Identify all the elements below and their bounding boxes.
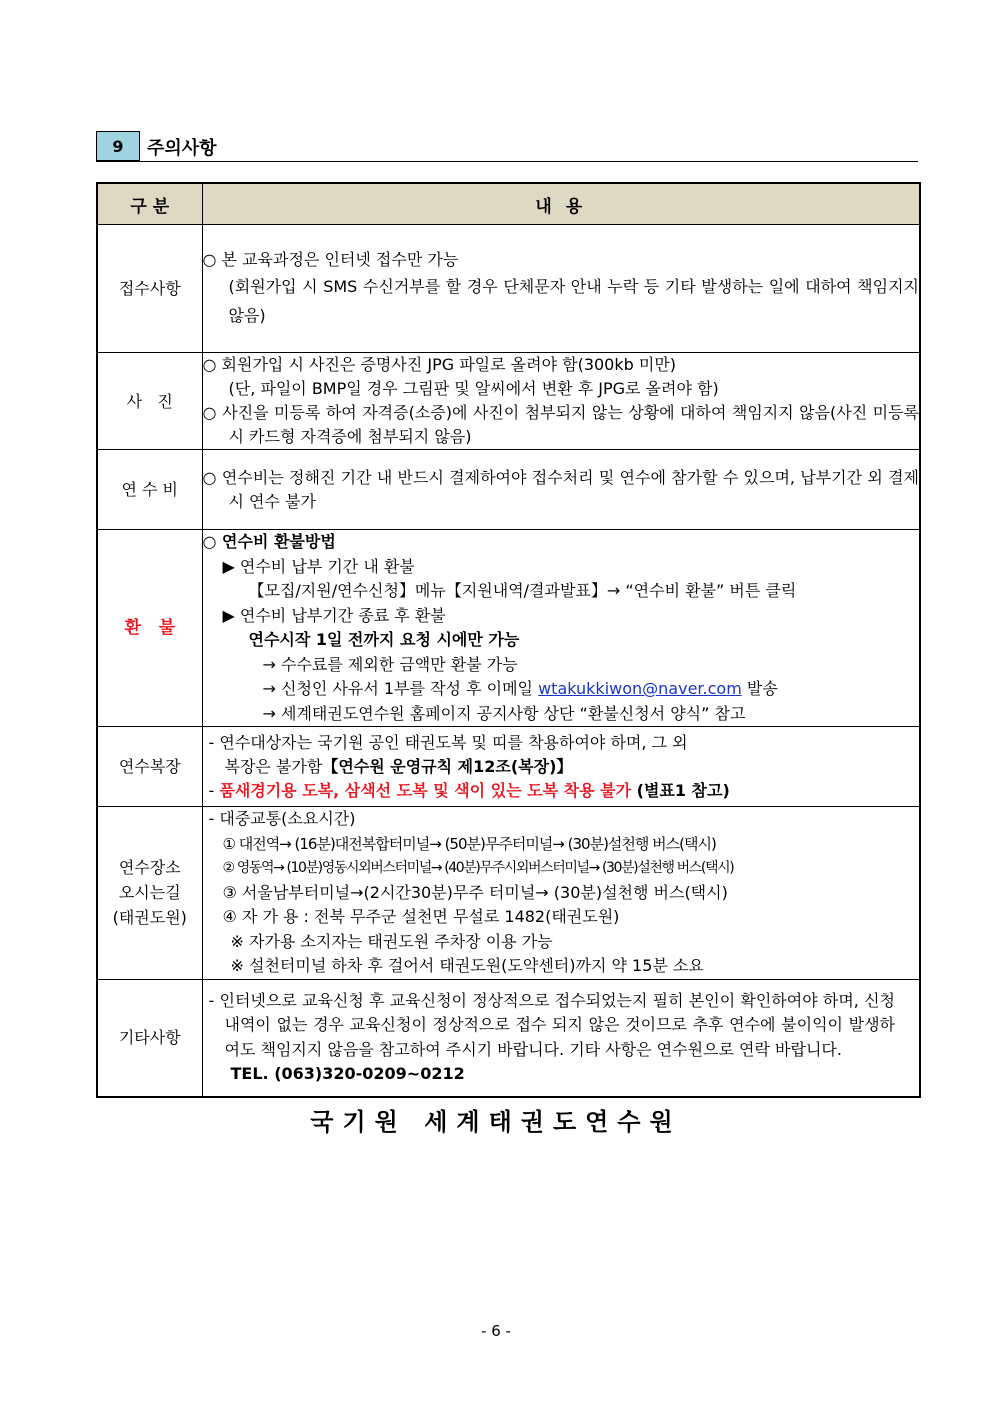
table-row-directions (97, 807, 920, 980)
uniform-prohibition: 품새경기용 도복, 삼색선 도복 및 색이 있는 도복 착용 불가 (219, 780, 632, 800)
table-header-row (97, 183, 920, 225)
uniform-line-1: - 연수대상자는 국기원 공인 태권도복 및 띠를 착용하여야 하며, 그 외 (208, 732, 688, 752)
row-label: 접수사항 (97, 225, 202, 353)
uniform-line-2-text: 복장은 불가함 (224, 756, 323, 776)
photo-line-2: (단, 파일이 BMP일 경우 그림판 및 알씨에서 변환 후 JPG로 올려야 함) (228, 379, 719, 398)
photo-line-3: ○ 사진을 미등록 하여 자격증(소증)에 사진이 첨부되지 않는 상황에 대하여 책임지지 않음(사진 미등록 시 카드형 자격증에 첨부되지 않음) (202, 403, 919, 446)
page-number: - 6 - (481, 1322, 511, 1340)
table-row-reception (97, 225, 920, 353)
directions-route-2: ② 영동역→ (10분)영동시외버스터미널→ (40분)무주시외버스터미널→ (30분)설천행 버스(택시) (222, 860, 734, 876)
section-number: 9 (96, 131, 140, 161)
row-content (202, 353, 920, 450)
table-row-uniform (97, 727, 920, 807)
fee-line-1: ○ 연수비는 정해진 기간 내 반드시 결제하여야 접수처리 및 연수에 참가할 수 있으며, 납부기간 외 결제 시 연수 불가 (202, 467, 919, 511)
row-label (97, 807, 202, 980)
refund-step-1: → 수수료를 제외한 금액만 환불 가능 (262, 654, 518, 674)
refund-item-1: ▶ 연수비 납부 기간 내 환불 (222, 556, 415, 576)
uniform-line-3 (209, 779, 920, 803)
organization-name: 국기원 세계태권도연수원 (310, 1108, 682, 1136)
refund-step-2-text: → 신청인 사유서 1부를 작성 후 이메일 (262, 679, 539, 698)
etc-notice: - 인터넷으로 교육신청 후 교육신청이 정상적으로 접수되었는지 필히 본인이 확인하여야 하며, 신청내역이 없는 경우 교육신청이 정상적으로 접수 되지 않은 것이므로 추후 연수에 불이익이 발생하여도 책임지지 않음을 참고하여 주시기 바랍니다. 기타 사항은 연수원으로 연락 바랍니다. (208, 990, 895, 1059)
refund-step-2-suffix: 발송 (741, 679, 778, 698)
section-title: 주의사항 (147, 138, 217, 159)
row-label: 사 진 (97, 353, 202, 450)
uniform-line-3-dash: - (208, 780, 220, 800)
notice-table (96, 182, 921, 1098)
uniform-rule-reference: 【연수원 운영규칙 제12조(복장)】 (322, 756, 573, 776)
directions-label-3: (태권도원) (112, 908, 187, 928)
table-row-fee (97, 450, 920, 530)
table-row-etc (97, 979, 920, 1097)
row-content (202, 225, 920, 353)
section-header (96, 131, 918, 162)
refund-item-2-condition: 연수시작 1일 전까지 요청 시에만 가능 (248, 630, 520, 649)
row-label: 환 불 (97, 530, 202, 727)
row-content (202, 450, 920, 530)
directions-route-3: ③ 서울남부터미널→(2시간30분)무주 터미널→ (30분)설천행 버스(택시) (222, 882, 728, 902)
row-content (202, 807, 920, 980)
refund-item-2: ▶ 연수비 납부기간 종료 후 환불 (222, 605, 446, 625)
photo-line-1: ○ 회원가입 시 사진은 증명사진 JPG 파일로 올려야 함(300kb 미만) (202, 355, 677, 374)
table-row-refund (97, 530, 920, 727)
directions-label-1: 연수장소 (118, 858, 181, 878)
refund-step-3: → 세계태권도연수원 홈페이지 공지사항 상단 “환불신청서 양식” 참고 (262, 703, 746, 723)
etc-telephone: TEL. (063)320-0209~0212 (230, 1064, 465, 1084)
uniform-line-2 (209, 755, 920, 779)
directions-route-4: ④ 자 가 용 : 전북 무주군 설천면 무설로 1482(태권도원) (222, 907, 620, 926)
header-category: 구 분 (97, 183, 202, 225)
row-content (202, 727, 920, 807)
directions-note-1: ※ 자가용 소지자는 태권도원 주차장 이용 가능 (230, 931, 553, 951)
reception-line-2: (회원가입 시 SMS 수신거부를 할 경우 단체문자 안내 누락 등 기타 발생하는 일에 대하여 책임지지 않음) (228, 276, 919, 325)
refund-title: ○ 연수비 환불방법 (202, 532, 336, 551)
refund-item-1-detail: 【모집/지원/연수신청】메뉴【지원내역/결과발표】→ “연수비 환불” 버튼 클릭 (248, 581, 797, 600)
header-content: 내 용 (202, 183, 920, 225)
row-label: 연수복장 (97, 727, 202, 807)
directions-note-2: ※ 설천터미널 하차 후 걸어서 태권도원(도약센터)까지 약 15분 소요 (230, 956, 704, 975)
row-label: 기타사항 (97, 979, 202, 1097)
row-content (202, 979, 920, 1097)
row-content (202, 530, 920, 727)
refund-step-2 (203, 677, 920, 702)
directions-label-2: 오시는길 (118, 883, 181, 903)
directions-route-1: ① 대전역→ (16분)대전복합터미널→ (50분)무주터미널→ (30분)설천행 버스(택시) (222, 834, 716, 853)
row-label: 연 수 비 (97, 450, 202, 530)
reception-line-1: ○ 본 교육과정은 인터넷 접수만 가능 (202, 249, 459, 269)
directions-transit-title: - 대중교통(소요시간) (208, 809, 356, 828)
uniform-appendix-reference: (별표1 참고) (631, 780, 730, 800)
refund-email-link[interactable]: wtakukkiwon@naver.com (538, 679, 742, 698)
table-row-photo (97, 353, 920, 450)
